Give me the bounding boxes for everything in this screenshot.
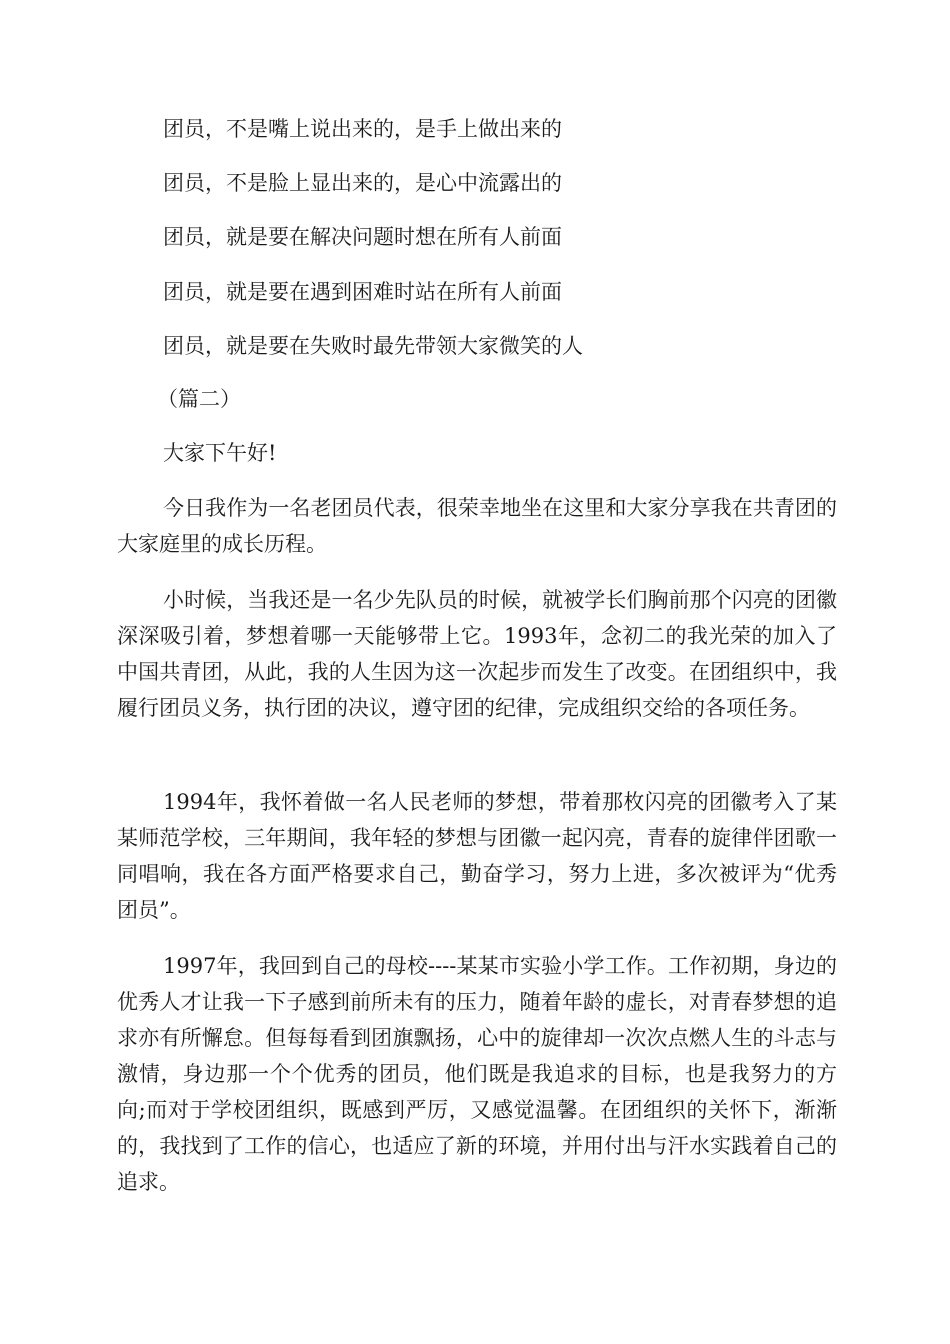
verse-line-2: 团员，不是脸上显出来的，是心中流露出的 (163, 171, 562, 195)
section-heading: （篇二） (157, 387, 241, 411)
verse-line-3: 团员，就是要在解决问题时想在所有人前面 (163, 225, 562, 249)
paragraph-3: 1994年，我怀着做一名人民老师的梦想，带着那枚闪亮的团徽考入了某某师范学校，三年期间，我年轻的梦想与团徽一起闪亮，青春的旋律伴团歌一同唱响，我在各方面严格要求自己，勤奋学习，努力上进，多次被评为“优秀团员”。 (117, 790, 837, 922)
verse-line-1: 团员，不是嘴上说出来的，是手上做出来的 (163, 117, 562, 141)
greeting: 大家下午好! (163, 441, 277, 465)
paragraph-4: 1997年，我回到自己的母校----某某市实验小学工作。工作初期，身边的优秀人才让我一下子感到前所未有的压力，随着年龄的虚长，对青春梦想的追求亦有所懈怠。但每每看到团旗飘扬，心中的旋律却一次次点燃人生的斗志与激情，身边那一个个优秀的团员，他们既是我追求的目标，也是我努力的方向;而对于学校团组织，既感到严厉，又感觉温馨。在团组织的关怀下，渐渐的，我找到了工作的信心，也适应了新的环境，并用付出与汗水实践着自己的追求。 (117, 954, 837, 1194)
paragraph-1: 今日我作为一名老团员代表，很荣幸地坐在这里和大家分享我在共青团的大家庭里的成长历程。 (117, 496, 837, 556)
verse-line-5: 团员，就是要在失败时最先带领大家微笑的人 (163, 334, 583, 358)
paragraph-2: 小时候，当我还是一名少先队员的时候，就被学长们胸前那个闪亮的团徽深深吸引着，梦想着哪一天能够带上它。1993年，念初二的我光荣的加入了中国共青团，从此，我的人生因为这一次起步而发生了改变。在团组织中，我履行团员义务，执行团的决议，遵守团的纪律，完成组织交给的各项任务。 (117, 588, 837, 720)
verse-line-4: 团员，就是要在遇到困难时站在所有人前面 (163, 280, 562, 304)
